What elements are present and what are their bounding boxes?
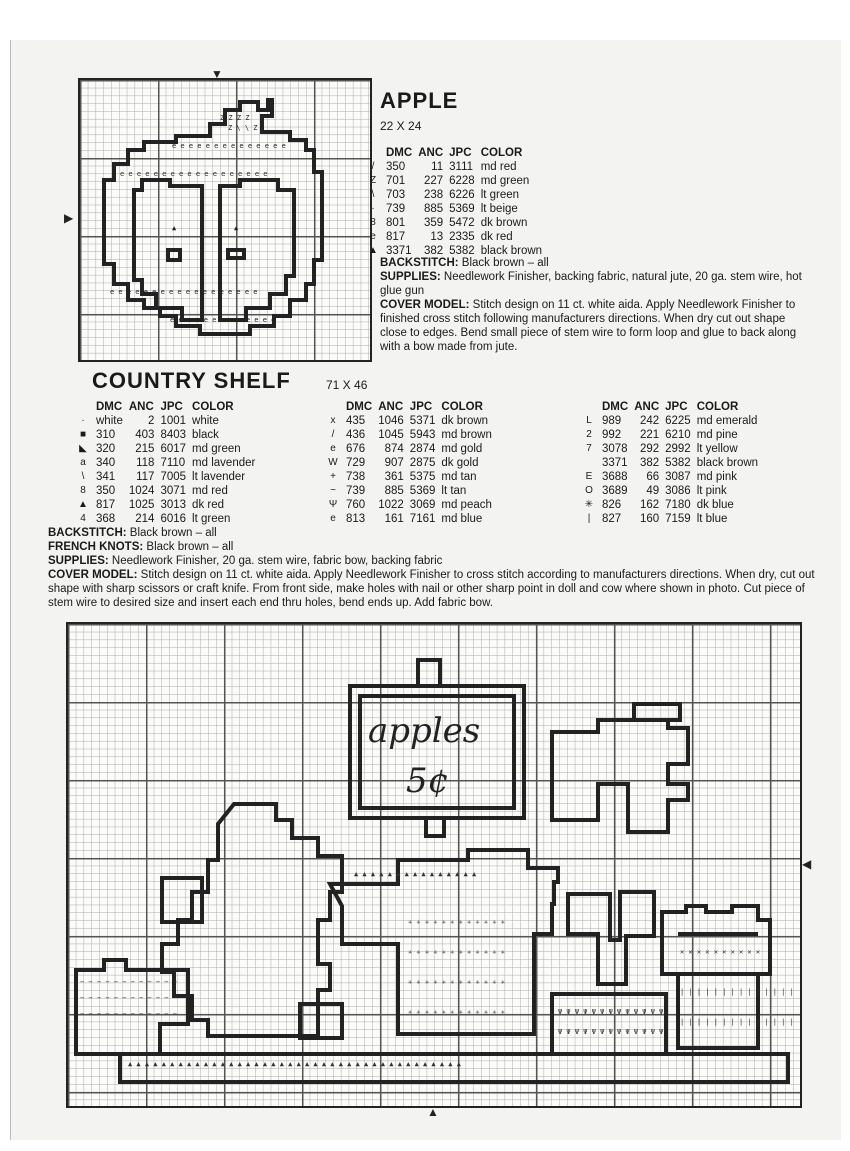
key-jpc: 3086 — [665, 485, 691, 497]
key-jpc: 6228 — [449, 175, 475, 187]
key-row — [76, 484, 261, 498]
key-dmc: 739 — [346, 485, 366, 497]
key-dmc: 3371 — [602, 457, 628, 469]
key-header-jpc: JPC — [665, 401, 688, 413]
key-dmc: 729 — [346, 457, 366, 469]
key-anc: 49 — [646, 485, 660, 497]
key-anc: 907 — [384, 457, 404, 469]
key-dmc: 817 — [386, 231, 406, 243]
key-row — [326, 470, 498, 484]
key-anc: 238 — [423, 189, 444, 201]
key-header-anc: ANC — [378, 401, 404, 413]
key-color: md red — [192, 485, 228, 497]
key-row — [366, 202, 548, 216]
key-color: dk blue — [696, 499, 734, 511]
apple-title: APPLE — [380, 88, 459, 113]
key-row — [582, 442, 764, 456]
key-anc: 382 — [639, 457, 660, 469]
key-color: lt tan — [441, 485, 467, 497]
key-row — [366, 188, 548, 202]
key-row — [582, 428, 764, 442]
key-dmc: 738 — [346, 471, 366, 483]
key-color: dk red — [192, 499, 225, 511]
key-color: lt yellow — [696, 443, 738, 455]
shelf-cover-model: COVER MODEL: Stitch design on 11 ct. white aida. Apply Needlework Finisher to cross stitch according to manufacturers directions. When dry, cut out shape with sharp scissors or craft knife. From front side, make holes with nail or other sharp point in doll and cow where shown in photo. Cut piece of stem wire to desired size and insert each end thru holes, bend ends up. Add fabric bow. — [48, 569, 815, 609]
key-jpc: 6017 — [160, 443, 187, 455]
key-color: black — [192, 429, 219, 441]
key-color: black brown — [696, 457, 759, 469]
key-anc: 215 — [135, 443, 155, 455]
key-jpc: 5382 — [449, 245, 475, 257]
sign-line-1: apples — [368, 711, 481, 751]
key-jpc: 2335 — [449, 231, 475, 243]
apple-chart-drawing — [80, 80, 370, 360]
key-row — [326, 428, 498, 442]
symbol-icon: · — [371, 203, 375, 214]
key-jpc: 3069 — [409, 499, 436, 511]
key-dmc: 760 — [346, 499, 366, 511]
symbol-icon: 8 — [370, 217, 376, 228]
key-color: dk brown — [480, 217, 528, 229]
key-row — [76, 428, 261, 442]
key-anc: 221 — [639, 429, 660, 441]
key-anc: 874 — [384, 443, 404, 455]
key-row — [76, 442, 261, 456]
svg-text:| | | | | | | | | | | | | |: | | | | | | | | | | | | | | — [680, 1018, 794, 1026]
key-jpc: 5375 — [409, 471, 436, 483]
key-row — [366, 174, 548, 188]
svg-text:Ψ Ψ Ψ Ψ Ψ Ψ Ψ Ψ Ψ Ψ Ψ Ψ Ψ: Ψ Ψ Ψ Ψ Ψ Ψ Ψ Ψ Ψ Ψ Ψ Ψ Ψ — [558, 1028, 664, 1036]
symbol-icon: 2 — [586, 429, 592, 440]
shelf-key-col2 — [326, 400, 498, 526]
shelf-key-col1 — [76, 400, 261, 526]
symbol-icon: + — [330, 471, 336, 482]
key-color: md pink — [696, 471, 737, 483]
key-header-color: COLOR — [696, 401, 739, 413]
key-dmc: 701 — [386, 175, 406, 187]
key-anc: 227 — [423, 175, 444, 187]
svg-text:▲ ▲ ▲ ▲ ▲ ▲ ▲ ▲ ▲ ▲ ▲ ▲ ▲ ▲ ▲: ▲ ▲ ▲ ▲ ▲ ▲ ▲ ▲ ▲ ▲ ▲ ▲ ▲ ▲ ▲ ▲ ▲ ▲ ▲ ▲ ▲ ▲ ▲ ▲ ▲ ▲ ▲ ▲ ▲ ▲ ▲ ▲ ▲ ▲ ▲ ▲ ▲ ▲ ▲ ▲ — [128, 1060, 461, 1068]
symbol-icon: e — [330, 443, 336, 454]
svg-text:▲: ▲ — [172, 224, 177, 232]
svg-text:− − − − − − − − − − − −: − − − − − − − − − − − − — [80, 994, 177, 1002]
key-anc: 214 — [135, 513, 155, 525]
key-dmc: 436 — [346, 429, 366, 441]
key-jpc: 7159 — [665, 513, 691, 525]
key-header-sym — [366, 146, 386, 160]
symbol-icon: e — [330, 513, 336, 524]
symbol-icon: \ — [81, 471, 85, 482]
svg-text:Z \ \ Z: Z \ \ Z — [228, 124, 258, 132]
key-jpc: 3087 — [665, 471, 691, 483]
key-dmc: 676 — [346, 443, 366, 455]
shelf-backstitch: BACKSTITCH: Black brown – all — [48, 527, 217, 539]
svg-text:✳ ✳ ✳ ✳ ✳ ✳ ✳ ✳ ✳ ✳ ✳ ✳: ✳ ✳ ✳ ✳ ✳ ✳ ✳ ✳ ✳ ✳ ✳ ✳ — [408, 918, 505, 926]
key-anc: 160 — [639, 513, 660, 525]
key-jpc: 3111 — [449, 161, 474, 173]
svg-text:▲: ▲ — [234, 224, 239, 232]
apple-supplies: SUPPLIES: Needlework Finisher, backing fabric, natural jute, 20 ga. stem wire, hot glue gun — [380, 271, 802, 297]
key-dmc: 320 — [96, 443, 116, 455]
key-jpc: 5472 — [449, 217, 475, 229]
key-header-dmc: DMC — [96, 401, 123, 413]
apple-backstitch: BACKSTITCH: Black brown – all — [380, 257, 549, 269]
symbol-icon: Ψ — [328, 499, 338, 510]
key-row — [326, 512, 498, 526]
key-header-dmc: DMC — [346, 401, 373, 413]
key-anc: 2 — [148, 415, 155, 427]
symbol-icon: E — [585, 471, 593, 482]
key-row — [582, 456, 764, 470]
shelf-chart-drawing — [68, 624, 800, 1106]
symbol-icon: L — [586, 415, 592, 426]
key-row — [326, 484, 498, 498]
key-anc: 161 — [384, 513, 404, 525]
key-jpc: 6210 — [665, 429, 691, 441]
shelf-key-table-2 — [326, 400, 498, 526]
svg-text:e e e e e e e e e e e e e e e: e e e e e e e e e e e e e e e e e e — [120, 170, 268, 178]
svg-text:| | | | | | | | | | | | | |: | | | | | | | | | | | | | | — [680, 988, 794, 996]
key-anc: 292 — [639, 443, 660, 455]
svg-text:▲ ▲ ▲ ▲ ▲ ▲ ▲ ▲ ▲ ▲ ▲ ▲ ▲ ▲ ▲: ▲ ▲ ▲ ▲ ▲ ▲ ▲ ▲ ▲ ▲ ▲ ▲ ▲ ▲ ▲ — [354, 870, 477, 878]
key-dmc: 3689 — [602, 485, 628, 497]
key-anc: 11 — [431, 161, 444, 173]
key-dmc: 350 — [96, 485, 116, 497]
key-header-color: COLOR — [480, 147, 523, 159]
key-jpc: 6225 — [665, 415, 691, 427]
key-anc: 1045 — [378, 429, 404, 441]
shelf-key-table-3 — [582, 400, 764, 526]
symbol-icon: a — [80, 457, 86, 468]
key-dmc: 826 — [602, 499, 622, 511]
key-jpc: 7005 — [160, 471, 187, 483]
key-row — [76, 456, 261, 470]
key-dmc: 3688 — [602, 471, 628, 483]
symbol-icon: ▲ — [78, 499, 88, 510]
key-row — [582, 470, 764, 484]
apple-notes — [380, 256, 805, 354]
key-color: lt green — [480, 189, 520, 201]
key-anc: 162 — [639, 499, 660, 511]
key-dmc: 341 — [96, 471, 116, 483]
shelf-french-knots: FRENCH KNOTS: Black brown – all — [48, 541, 234, 553]
key-header-dmc: DMC — [386, 147, 413, 159]
shelf-supplies: SUPPLIES: Needlework Finisher, 20 ga. stem wire, fabric bow, backing fabric — [48, 555, 443, 567]
key-header-color: COLOR — [441, 401, 483, 413]
key-anc: 403 — [135, 429, 155, 441]
key-anc: 66 — [646, 471, 660, 483]
symbol-icon: | — [587, 513, 591, 524]
key-color: md blue — [441, 513, 483, 525]
apple-key — [366, 146, 548, 258]
svg-text:− − − − − − − − − − − −: − − − − − − − − − − − − — [80, 978, 177, 986]
key-color: md lavender — [192, 457, 256, 469]
key-row — [582, 512, 764, 526]
symbol-icon: / — [331, 429, 335, 440]
key-color: md green — [480, 175, 530, 187]
shelf-right-arrow-icon: ◀ — [802, 857, 812, 871]
svg-text:Z Z Z Z: Z Z Z Z — [220, 114, 250, 122]
key-jpc: 2874 — [409, 443, 436, 455]
key-row — [326, 414, 498, 428]
shelf-title: COUNTRY SHELF — [92, 368, 291, 393]
key-anc: 13 — [430, 231, 444, 243]
key-row — [326, 442, 498, 456]
shelf-key-table-1 — [76, 400, 261, 526]
svg-text:e e e e e e e e e e e e e: e e e e e e e e e e e e e — [170, 316, 276, 324]
apple-cover-model: COVER MODEL: Stitch design on 11 ct. white aida. Apply Needlework Finisher to finished cross stitch following manufacturers directions. When dry cut out shape close to edges. Bend small piece of stem wire to form loop and glue to back along with a bow made from jute. — [380, 299, 797, 353]
apple-left-arrow-icon: ▶ — [64, 211, 74, 225]
key-jpc: 3013 — [160, 499, 187, 511]
key-color: dk brown — [441, 415, 489, 427]
key-anc: 1022 — [378, 499, 404, 511]
key-header-anc: ANC — [634, 401, 660, 413]
key-row — [76, 512, 261, 526]
key-dmc: 989 — [602, 415, 622, 427]
key-dmc: 340 — [96, 457, 116, 469]
key-jpc: 5369 — [449, 203, 475, 215]
symbol-icon: \ — [371, 189, 375, 200]
key-anc: 1024 — [128, 485, 155, 497]
key-dmc: 992 — [602, 429, 622, 441]
key-jpc: 8403 — [160, 429, 187, 441]
key-jpc: 6226 — [449, 189, 475, 201]
key-color: lt beige — [480, 203, 518, 215]
symbol-icon: ◣ — [79, 443, 87, 454]
key-row — [582, 498, 764, 512]
key-color: lt pink — [696, 485, 727, 497]
key-color: dk gold — [441, 457, 479, 469]
key-anc: 1046 — [378, 415, 404, 427]
key-dmc: 435 — [346, 415, 366, 427]
key-anc: 885 — [384, 485, 404, 497]
key-jpc: 2875 — [409, 457, 436, 469]
key-row — [366, 216, 548, 230]
symbol-icon: ▲ — [368, 245, 378, 256]
key-dmc: 3371 — [386, 245, 412, 257]
symbol-icon: ■ — [79, 429, 87, 440]
key-dmc: 703 — [386, 189, 406, 201]
symbol-icon: 7 — [586, 443, 592, 454]
key-dmc: 813 — [346, 513, 366, 525]
key-row — [76, 414, 261, 428]
symbol-icon: e — [370, 231, 376, 242]
key-header-anc: ANC — [128, 401, 154, 413]
svg-text:e e e e e e e e e e e e e e: e e e e e e e e e e e e e e — [172, 142, 286, 150]
key-jpc: 6016 — [160, 513, 187, 525]
key-color: md tan — [441, 471, 477, 483]
symbol-icon: / — [371, 161, 375, 172]
symbol-icon: x — [330, 415, 336, 426]
key-color: lt lavender — [192, 471, 246, 483]
key-row — [366, 230, 548, 244]
key-row — [76, 470, 261, 484]
svg-text:✳ ✳ ✳ ✳ ✳ ✳ ✳ ✳ ✳ ✳ ✳ ✳: ✳ ✳ ✳ ✳ ✳ ✳ ✳ ✳ ✳ ✳ ✳ ✳ — [408, 948, 505, 956]
svg-text:✳ ✳ ✳ ✳ ✳ ✳ ✳ ✳ ✳ ✳ ✳ ✳: ✳ ✳ ✳ ✳ ✳ ✳ ✳ ✳ ✳ ✳ ✳ ✳ — [408, 978, 505, 986]
key-color: md gold — [441, 443, 483, 455]
key-dmc: white — [96, 415, 123, 427]
key-jpc: 5382 — [665, 457, 691, 469]
key-color: md green — [192, 443, 241, 455]
key-header-jpc: JPC — [409, 401, 433, 413]
key-row — [326, 456, 498, 470]
key-color: md red — [480, 161, 517, 173]
shelf-notes — [48, 526, 818, 610]
apple-chart — [78, 78, 372, 362]
key-jpc: 7110 — [160, 457, 186, 469]
key-dmc: 350 — [386, 161, 406, 173]
shelf-chart — [66, 622, 802, 1108]
key-dmc: 368 — [96, 513, 116, 525]
symbol-icon: 4 — [80, 513, 86, 524]
key-jpc: 3071 — [160, 485, 187, 497]
key-color: md brown — [441, 429, 492, 441]
key-jpc: 7161 — [409, 513, 436, 525]
key-color: lt green — [192, 513, 231, 525]
key-dmc: 3078 — [602, 443, 628, 455]
key-row — [366, 160, 548, 174]
key-row — [582, 484, 764, 498]
key-dmc: 801 — [386, 217, 406, 229]
key-color: md emerald — [696, 415, 758, 427]
key-header-anc: ANC — [418, 147, 444, 159]
key-color: lt blue — [696, 513, 728, 525]
key-anc: 117 — [136, 471, 155, 483]
key-jpc: 5371 — [409, 415, 436, 427]
shelf-size: 71 X 46 — [326, 378, 368, 392]
key-dmc: 739 — [386, 203, 406, 215]
key-jpc: 1001 — [160, 415, 187, 427]
key-header-dmc: DMC — [602, 401, 629, 413]
key-jpc: 5369 — [409, 485, 436, 497]
key-color: black brown — [480, 245, 543, 257]
shelf-key-col3 — [582, 400, 764, 526]
key-color: md pine — [696, 429, 738, 441]
key-color: dk red — [480, 231, 513, 243]
key-anc: 382 — [423, 245, 444, 257]
key-anc: 359 — [423, 217, 444, 229]
key-row — [326, 498, 498, 512]
key-header-jpc: JPC — [160, 401, 183, 413]
symbol-icon: Z — [369, 175, 377, 186]
key-anc: 361 — [384, 471, 404, 483]
svg-text:Ψ Ψ Ψ Ψ Ψ Ψ Ψ Ψ Ψ Ψ Ψ Ψ Ψ: Ψ Ψ Ψ Ψ Ψ Ψ Ψ Ψ Ψ Ψ Ψ Ψ Ψ — [558, 1008, 664, 1016]
key-anc: 885 — [423, 203, 444, 215]
key-row — [76, 498, 261, 512]
svg-text:e e e e e e e e e e e e e e e: e e e e e e e e e e e e e e e e e e — [110, 288, 258, 296]
apple-size: 22 X 24 — [380, 119, 422, 133]
key-jpc: 2992 — [665, 443, 691, 455]
symbol-icon — [582, 456, 602, 470]
svg-text:− − − − − − − − − − − −: − − − − − − − − − − − − — [80, 1010, 177, 1018]
key-dmc: 310 — [96, 429, 116, 441]
symbol-icon: 8 — [80, 485, 86, 496]
shelf-bottom-arrow-icon: ▲ — [427, 1105, 439, 1119]
sign-line-2: 5¢ — [406, 761, 450, 801]
symbol-icon: ~ — [330, 485, 336, 496]
svg-text:✳ ✳ ✳ ✳ ✳ ✳ ✳ ✳ ✳ ✳ ✳ ✳: ✳ ✳ ✳ ✳ ✳ ✳ ✳ ✳ ✳ ✳ ✳ ✳ — [408, 1008, 505, 1016]
svg-text:✕ ✕ ✕ ✕ ✕ ✕ ✕ ✕ ✕ ✕: ✕ ✕ ✕ ✕ ✕ ✕ ✕ ✕ ✕ ✕ — [680, 948, 761, 956]
key-anc: 1025 — [128, 499, 155, 511]
apple-key-table — [366, 146, 548, 258]
key-color: white — [192, 415, 219, 427]
symbol-icon: ✳ — [584, 499, 594, 510]
symbol-icon: W — [328, 457, 338, 468]
key-dmc: 827 — [602, 513, 622, 525]
symbol-icon: · — [81, 415, 85, 426]
key-header-jpc: JPC — [449, 147, 472, 159]
key-anc: 242 — [639, 415, 660, 427]
key-dmc: 817 — [96, 499, 116, 511]
symbol-icon: O — [585, 485, 593, 496]
key-jpc: 7180 — [665, 499, 691, 511]
key-header-color: COLOR — [192, 401, 234, 413]
key-row — [582, 414, 764, 428]
key-anc: 118 — [136, 457, 155, 469]
apple-top-arrow-icon: ▼ — [211, 67, 223, 81]
key-jpc: 5943 — [409, 429, 436, 441]
key-color: md peach — [441, 499, 492, 511]
